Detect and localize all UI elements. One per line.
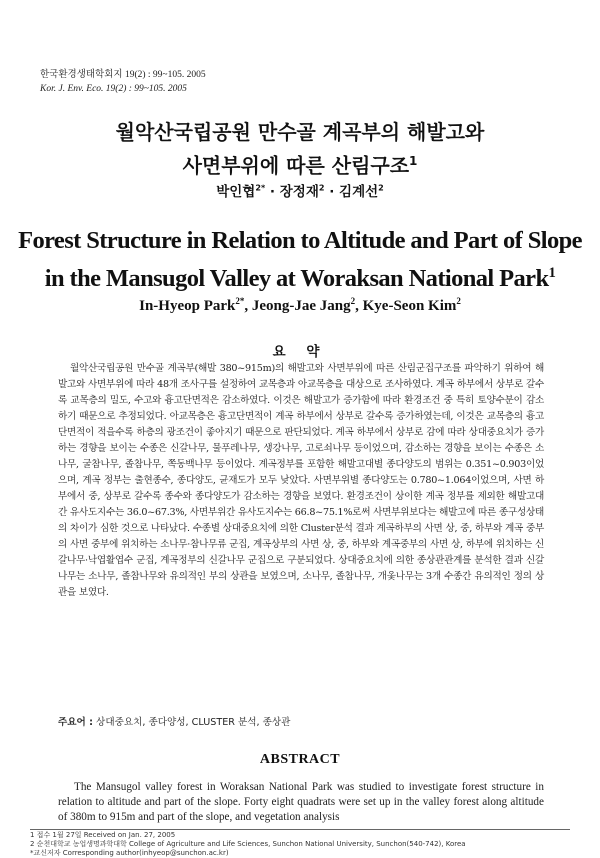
title-korean	[0, 118, 600, 181]
title-english	[0, 224, 600, 295]
keywords	[58, 714, 544, 728]
author-kr-separator: ·	[324, 184, 340, 200]
abstract-english-body: The Mansugol valley forest in Woraksan National Park was studied to investigate forest structure in relation to altitude and part of the slope. Forty eight quadrats were set up in the valley forest along altitude of 380m to 915m and part of the slope, and vegetation analysis	[58, 781, 544, 823]
authors-english	[0, 296, 600, 315]
title-english-line2-text: in the Mansugol Valley at Woraksan National Park	[44, 265, 549, 293]
author-en-1-mark: 2*	[235, 296, 245, 306]
author-en-separator: ,	[355, 298, 363, 314]
author-kr-3-mark: 2	[378, 182, 384, 193]
journal-citation	[40, 68, 206, 96]
title-korean-line2	[0, 147, 600, 181]
title-english-line2	[0, 257, 600, 295]
footnote-received: 1 접수 1월 27일 Received on Jan. 27, 2005	[30, 831, 176, 839]
title-english-footnote-mark: 1	[548, 265, 556, 281]
author-en-separator: ,	[244, 298, 252, 314]
author-kr-1: 박인협	[216, 184, 256, 200]
author-kr-1-mark: 2*	[255, 182, 266, 193]
footnote-divider	[30, 829, 570, 830]
author-en-3-mark: 2	[456, 296, 461, 306]
title-english-line1: Forest Structure in Relation to Altitude and Part of Slope	[18, 227, 582, 254]
abstract-korean-body: 월악산국립공원 만수골 계곡부(해발 380~915m)의 해발고와 사면부위에 따른 산림군집구조를 파악하기 위하여 해발고와 사면부위에 따라 48개 조사구를 설정하여 교목층과 아교목층을 대상으로 조사하였다. 계곡 하부에서 상부로 갈수록 교목층의 밀도, 수고와 흉고단면적은 감소하였다. 이것은 해발고가 증가함에 따라 환경조건 중 특히 토양수분이 감소하기 때문으로 추정되었다. 아교목층은 흉고단면적이 계곡 하부에서 상부로 갈수록 증가하였는데, 이것은 교목층의 흉고단면적이 적을수록 하층의 광조건이 좋아지기 때문으로 판단되었다. 계곡 하부에서 상부로 감에 따라 상대중요치가 증가하는 경향을 보이는 수종은 신갈나무, 물푸레나무, 생강나무, 고로쇠나무 등이었으며, 감소하는 경향을 보이는 수종은 소나무, 굴참나무, 졸참나무, 쪽동백나무 등이었다. 계곡정부를 포함한 해발고대별 종다양도의 범위는 0.351~0.903이었으며, 계곡 정부는 출현종수, 종다양도, 균재도가 모두 낮았다. 사면부위별 종다양도는 0.780~1.064이었으며, 사면 하부에서 중, 상부로 갈수록 종수와 종다양도가 감소하는 경향을 보였다. 환경조건이 상이한 계곡 정부를 제외한 해발고대간 유사도지수는 36.0~67.3%, 사면부위간 유사도지수는 66.8~75.1%로써 사면부위보다는 해발고에 따른 종구성상태의 차이가 심한 것으로 나타났다. 수종별 상대중요치에 의한 Cluster분석 결과 계곡하부의 사면 상, 중, 하부와 계곡 중부의 사면 중부에 위치하는 소나무·참나무류 군집, 계곡상부의 사면 상, 중, 하부와 계곡중부의 사면 상, 하부에 위치하는 신갈나무·낙엽활엽수 군집, 계곡정부의 신갈나무 군집으로 구분되었다. 상대중요치에 의한 종상관관계를 분석한 결과 신갈나무는 소나무, 졸참나무와 유의적인 부의 상관을 보였으며, 소나무, 졸참나무, 개옻나무는 3개 수종간 유의적인 정의 상관을 보였다.	[58, 363, 544, 598]
title-korean-footnote-mark: 1	[409, 154, 418, 168]
author-en-3: Kye-Seon Kim	[362, 298, 457, 314]
abstract-english-heading: ABSTRACT	[259, 752, 341, 767]
journal-citation-en: Kor. J. Env. Eco. 19(2) : 99~105. 2005	[40, 84, 187, 94]
title-korean-line1: 월악산국립공원 만수골 계곡부의 해발고와	[115, 120, 485, 144]
keywords-list: 상대중요치, 종다양성, CLUSTER 분석, 종상관	[96, 717, 291, 728]
journal-citation-kr: 한국환경생태학회지 19(2) : 99~105. 2005	[40, 70, 206, 80]
author-kr-3: 김계선	[339, 184, 379, 200]
footnotes	[30, 831, 570, 858]
footnote-corresponding: *교신저자 Corresponding author(inhyeop@sunchon.ac.kr)	[30, 849, 229, 857]
author-en-2: Jeong-Jae Jang	[251, 298, 351, 314]
footnote-affiliation: 2 순천대학교 농업생명과학대학 College of Agriculture and Life Sciences, Sunchon National University, Sunchon(540-742), Korea	[30, 840, 466, 848]
abstract-korean-heading: 요 약	[272, 344, 328, 360]
author-en-1: In-Hyeop Park	[139, 298, 236, 314]
title-korean-line2-text: 사면부위에 따른 산림구조	[182, 153, 410, 178]
author-en-2-mark: 2	[350, 296, 356, 306]
author-kr-2: 장정재	[279, 184, 319, 200]
keywords-label: 주요어 :	[58, 717, 93, 728]
author-kr-separator: ·	[265, 184, 280, 200]
author-kr-2-mark: 2	[318, 182, 325, 193]
authors-korean	[0, 180, 600, 200]
